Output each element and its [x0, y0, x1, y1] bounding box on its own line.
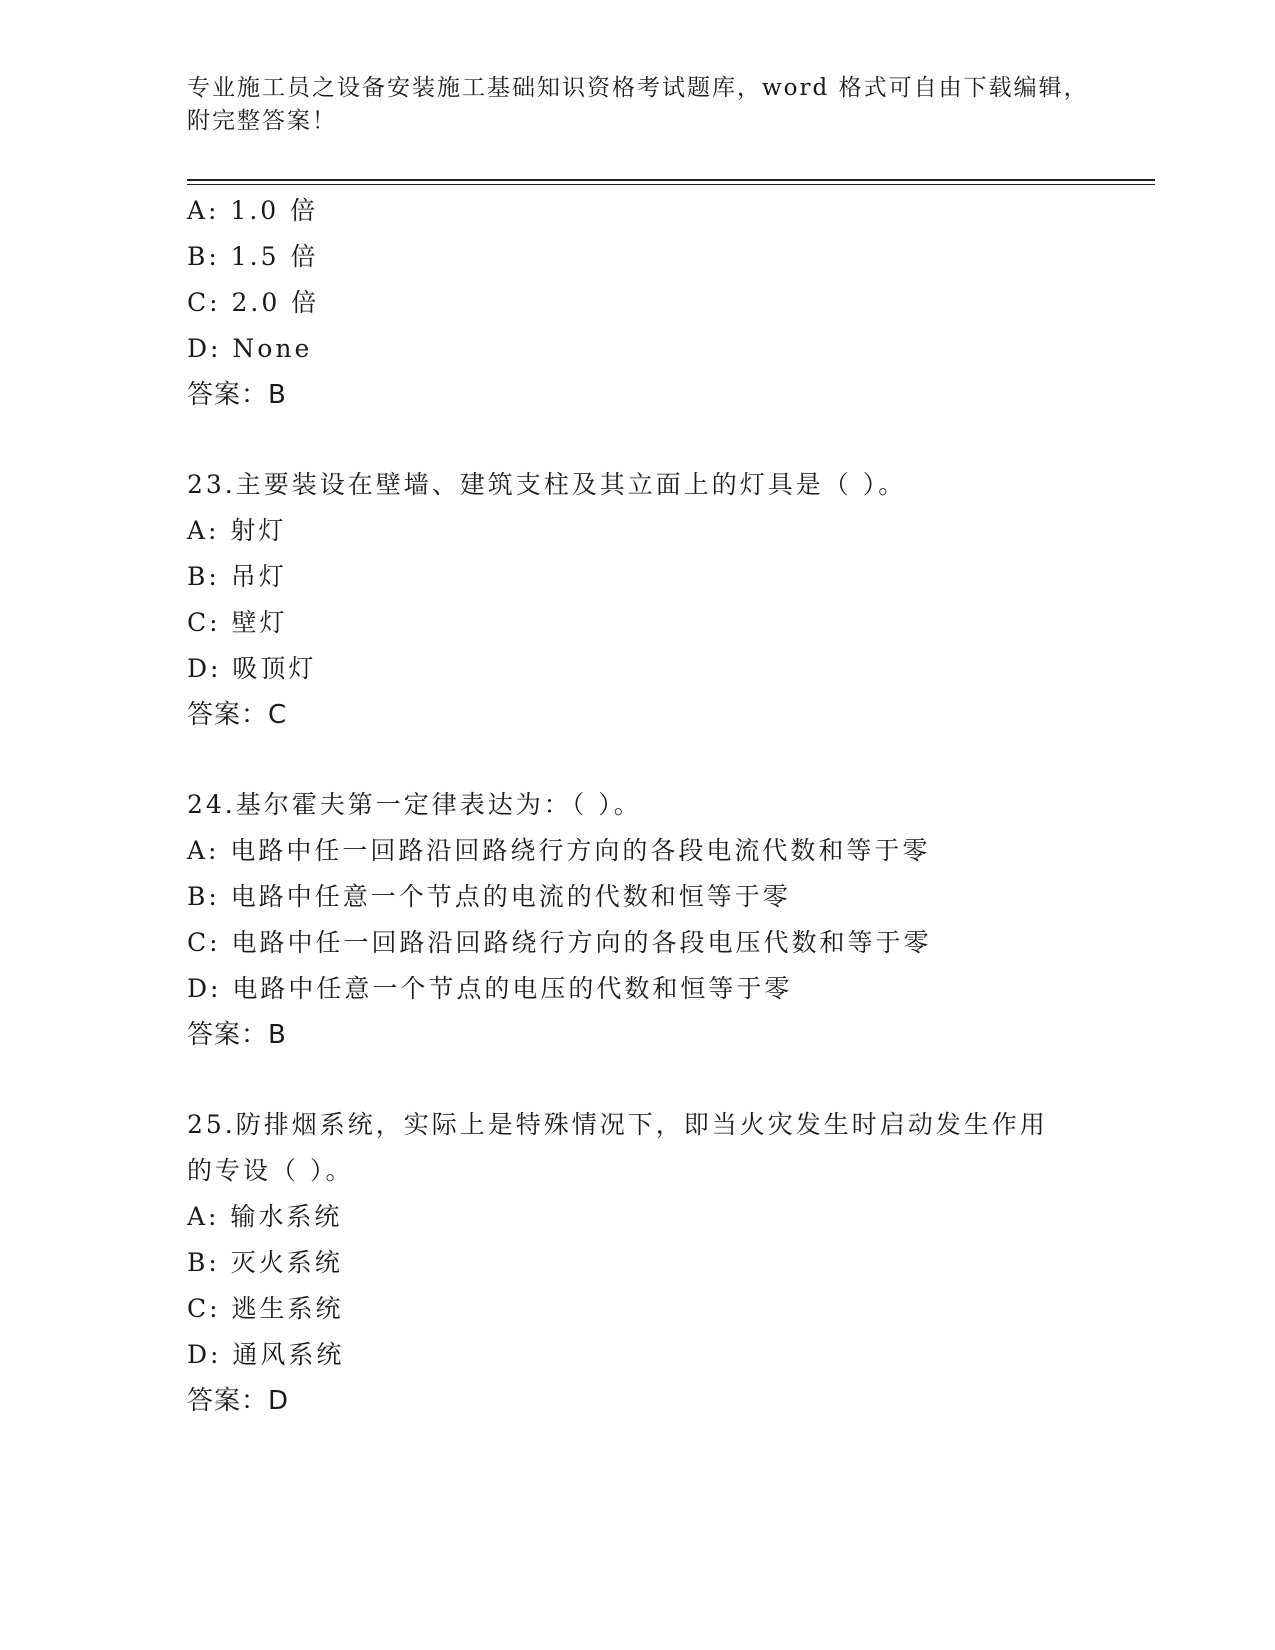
answer-line: 答案：C [187, 700, 288, 730]
question-stem: 24.基尔霍夫第一定律表达为：（ ）。 [187, 790, 642, 819]
option-d: D: None [187, 334, 313, 363]
question-stem: 23.主要装设在壁墙、建筑支柱及其立面上的灯具是（ ）。 [187, 470, 907, 499]
answer-line: 答案：D [187, 1386, 290, 1416]
option-c: C: 壁灯 [187, 608, 288, 637]
option-a: A: 1.0 倍 [187, 196, 319, 225]
option-d: D: 电路中任意一个节点的电压的代数和恒等于零 [187, 974, 793, 1003]
question-block-25 [187, 1102, 1147, 1424]
option-c: C: 电路中任一回路沿回路绕行方向的各段电压代数和等于零 [187, 928, 932, 957]
option-a: A: 电路中任一回路沿回路绕行方向的各段电流代数和等于零 [187, 836, 931, 865]
question-stem-line-2: 的专设（ ）。 [187, 1156, 354, 1185]
question-block-22 [187, 188, 1147, 418]
answer-line: 答案：B [187, 380, 287, 410]
option-c: C: 2.0 倍 [187, 288, 320, 317]
question-list [187, 188, 1147, 1424]
option-d: D: 通风系统 [187, 1340, 345, 1369]
option-b: B: 灭火系统 [187, 1248, 343, 1277]
option-b: B: 吊灯 [187, 562, 287, 591]
option-d: D: 吸顶灯 [187, 654, 317, 683]
header-line-2: 附完整答案！ [187, 108, 337, 134]
option-a: A: 射灯 [187, 516, 287, 545]
question-block-23 [187, 462, 1147, 738]
question-block-24 [187, 782, 1147, 1058]
header-rule-thin [187, 184, 1155, 185]
header-rule-thick [187, 179, 1155, 181]
option-a: A: 输水系统 [187, 1202, 343, 1231]
document-header [187, 72, 1107, 138]
option-b: B: 电路中任意一个节点的电流的代数和恒等于零 [187, 882, 791, 911]
option-b: B: 1.5 倍 [187, 242, 319, 271]
option-c: C: 逃生系统 [187, 1294, 344, 1323]
header-line-1: 专业施工员之设备安装施工基础知识资格考试题库，word 格式可自由下载编辑， [187, 75, 1089, 101]
question-stem-line-1: 25.防排烟系统，实际上是特殊情况下，即当火灾发生时启动发生作用 [187, 1110, 1048, 1139]
answer-line: 答案：B [187, 1020, 287, 1050]
